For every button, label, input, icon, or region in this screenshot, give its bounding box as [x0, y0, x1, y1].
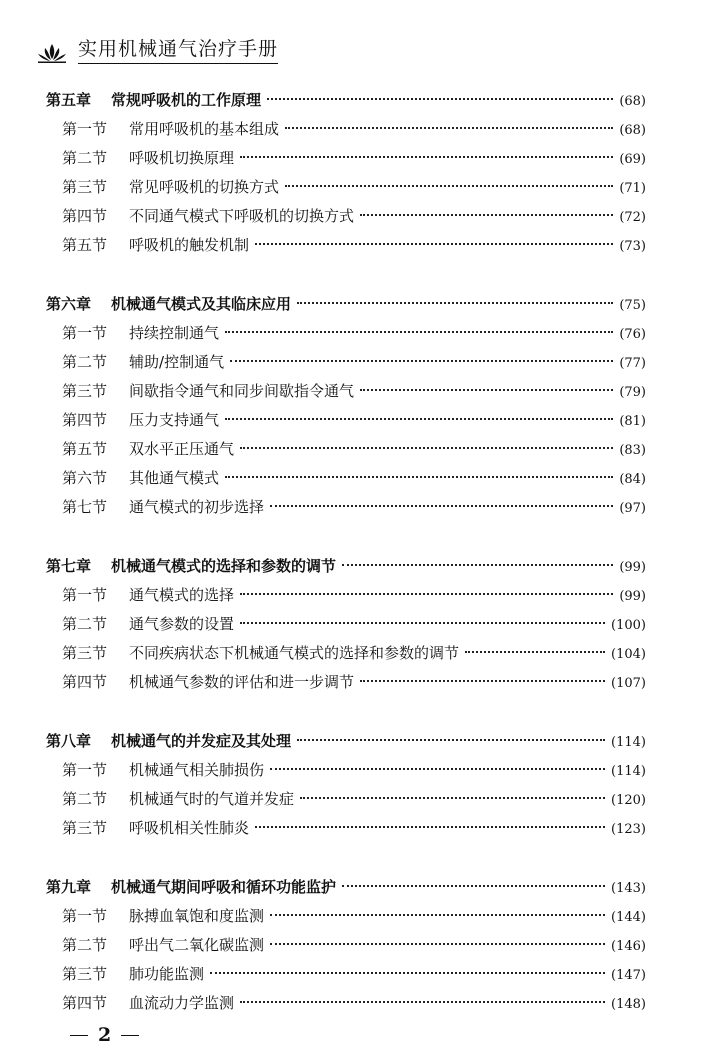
- toc-chapter-entry[interactable]: [46, 552, 646, 581]
- section-title: 呼吸机的触发机制: [129, 236, 250, 254]
- running-header: [36, 28, 278, 64]
- toc-section-entry[interactable]: [46, 785, 646, 814]
- toc-section-entry[interactable]: [46, 610, 646, 639]
- section-number: 第一节: [62, 586, 108, 604]
- toc-section-entry[interactable]: [46, 960, 646, 989]
- page-ref: (76): [619, 327, 646, 342]
- chapter-number: 第九章: [46, 878, 92, 896]
- dot-leader: [300, 797, 605, 799]
- section-title: 肺功能监测: [129, 965, 205, 983]
- chapter-number: 第八章: [46, 732, 92, 750]
- section-number: 第四节: [62, 207, 108, 225]
- section-title: 压力支持通气: [129, 411, 220, 429]
- toc-section-entry[interactable]: [46, 756, 646, 785]
- section-title: 不同通气模式下呼吸机的切换方式: [129, 207, 355, 225]
- section-number: 第二节: [62, 936, 108, 954]
- dot-leader: [210, 972, 605, 974]
- toc-section-entry[interactable]: [46, 202, 646, 231]
- dot-leader: [270, 914, 605, 916]
- section-title: 辅助/控制通气: [129, 353, 225, 371]
- dot-leader: [360, 214, 613, 216]
- toc-section-entry[interactable]: [46, 435, 646, 464]
- dot-leader: [285, 185, 613, 187]
- footer-dash-right: [121, 1035, 139, 1036]
- toc-section-entry[interactable]: [46, 319, 646, 348]
- dot-leader: [360, 389, 613, 391]
- dot-leader: [240, 622, 605, 624]
- toc-chapter-entry[interactable]: [46, 290, 646, 319]
- page-ref: (68): [619, 94, 646, 109]
- section-title: 呼吸机相关性肺炎: [129, 819, 250, 837]
- section-title: 持续控制通气: [129, 324, 220, 342]
- chapter-number: 第六章: [46, 295, 92, 313]
- dot-leader: [285, 127, 613, 129]
- section-title: 机械通气参数的评估和进一步调节: [129, 673, 355, 691]
- dot-leader: [255, 826, 605, 828]
- lotus-icon: [36, 42, 68, 64]
- toc-section-entry[interactable]: [46, 231, 646, 260]
- chapter-number: 第五章: [46, 91, 92, 109]
- dot-leader: [240, 593, 613, 595]
- section-number: 第二节: [62, 615, 108, 633]
- section-number: 第四节: [62, 411, 108, 429]
- toc-chapter-entry[interactable]: [46, 727, 646, 756]
- dot-leader: [240, 1001, 605, 1003]
- section-title: 通气参数的设置: [129, 615, 235, 633]
- page-ref: (83): [619, 443, 646, 458]
- dot-leader: [270, 768, 605, 770]
- dot-leader: [267, 98, 613, 100]
- toc-section-entry[interactable]: [46, 668, 646, 697]
- toc-section-entry[interactable]: [46, 989, 646, 1018]
- toc-section-entry[interactable]: [46, 406, 646, 435]
- page-ref: (148): [611, 997, 646, 1012]
- section-title: 通气模式的初步选择: [129, 498, 265, 516]
- toc-section-entry[interactable]: [46, 144, 646, 173]
- dot-leader: [230, 360, 613, 362]
- page-number: 2: [98, 1024, 112, 1046]
- toc-section-entry[interactable]: [46, 493, 646, 522]
- page-ref: (69): [619, 152, 646, 167]
- page-ref: (97): [619, 501, 646, 516]
- page-ref: (107): [611, 676, 646, 691]
- dot-leader: [240, 156, 613, 158]
- toc-chapter-entry[interactable]: [46, 86, 646, 115]
- toc-section-entry[interactable]: [46, 173, 646, 202]
- section-number: 第四节: [62, 673, 108, 691]
- section-number: 第一节: [62, 907, 108, 925]
- page-ref: (68): [619, 123, 646, 138]
- page-ref: (71): [619, 181, 646, 196]
- section-number: 第一节: [62, 120, 108, 138]
- section-title: 常见呼吸机的切换方式: [129, 178, 280, 196]
- section-title: 机械通气相关肺损伤: [129, 761, 265, 779]
- section-title: 间歇指令通气和同步间歇指令通气: [129, 382, 355, 400]
- section-number: 第三节: [62, 965, 108, 983]
- dot-leader: [270, 505, 613, 507]
- section-title: 血流动力学监测: [129, 994, 235, 1012]
- book-title: 实用机械通气治疗手册: [78, 34, 278, 64]
- section-title: 常用呼吸机的基本组成: [129, 120, 280, 138]
- dot-leader: [360, 680, 605, 682]
- section-number: 第二节: [62, 149, 108, 167]
- page-ref: (100): [611, 618, 646, 633]
- section-number: 第一节: [62, 324, 108, 342]
- section-title: 呼吸机切换原理: [129, 149, 235, 167]
- page-ref: (114): [611, 764, 646, 779]
- page-ref: (81): [619, 414, 646, 429]
- dot-leader: [225, 476, 613, 478]
- chapter-block: [46, 290, 646, 522]
- chapter-title: 机械通气模式及其临床应用: [111, 295, 292, 313]
- dot-leader: [255, 243, 613, 245]
- chapter-block: [46, 873, 646, 1018]
- section-title: 双水平正压通气: [129, 440, 235, 458]
- page-ref: (147): [611, 968, 646, 983]
- toc-section-entry[interactable]: [46, 348, 646, 377]
- toc-chapter-entry[interactable]: [46, 873, 646, 902]
- section-number: 第一节: [62, 761, 108, 779]
- section-number: 第五节: [62, 440, 108, 458]
- section-title: 脉搏血氧饱和度监测: [129, 907, 265, 925]
- page-ref: (143): [611, 881, 646, 896]
- section-number: 第三节: [62, 178, 108, 196]
- dot-leader: [465, 651, 605, 653]
- toc-section-entry[interactable]: [46, 902, 646, 931]
- section-title: 不同疾病状态下机械通气模式的选择和参数的调节: [129, 644, 460, 662]
- chapter-number: 第七章: [46, 557, 92, 575]
- section-title: 通气模式的选择: [129, 586, 235, 604]
- dot-leader: [225, 331, 613, 333]
- chapter-block: [46, 552, 646, 697]
- section-number: 第三节: [62, 819, 108, 837]
- page-ref: (73): [619, 239, 646, 254]
- section-title: 其他通气模式: [129, 469, 220, 487]
- toc-section-entry[interactable]: [46, 464, 646, 493]
- section-title: 机械通气时的气道并发症: [129, 790, 295, 808]
- toc-section-entry[interactable]: [46, 931, 646, 960]
- toc-section-entry[interactable]: [46, 814, 646, 843]
- chapter-title: 机械通气模式的选择和参数的调节: [111, 557, 337, 575]
- toc-section-entry[interactable]: [46, 581, 646, 610]
- page-ref: (99): [619, 589, 646, 604]
- section-number: 第七节: [62, 498, 108, 516]
- chapter-block: [46, 86, 646, 260]
- section-number: 第六节: [62, 469, 108, 487]
- page-ref: (72): [619, 210, 646, 225]
- chapter-block: [46, 727, 646, 843]
- chapter-title: 机械通气期间呼吸和循环功能监护: [111, 878, 337, 896]
- page-ref: (146): [611, 939, 646, 954]
- chapter-title: 机械通气的并发症及其处理: [111, 732, 292, 750]
- section-number: 第三节: [62, 382, 108, 400]
- toc-section-entry[interactable]: [46, 377, 646, 406]
- toc-section-entry[interactable]: [46, 115, 646, 144]
- page-ref: (123): [611, 822, 646, 837]
- section-number: 第五节: [62, 236, 108, 254]
- section-number: 第三节: [62, 644, 108, 662]
- page-ref: (120): [611, 793, 646, 808]
- dot-leader: [270, 943, 605, 945]
- footer-dash-left: [70, 1035, 88, 1036]
- toc-section-entry[interactable]: [46, 639, 646, 668]
- page-footer: [60, 1024, 149, 1046]
- section-number: 第二节: [62, 353, 108, 371]
- page-ref: (75): [619, 298, 646, 313]
- dot-leader: [342, 885, 605, 887]
- dot-leader: [225, 418, 613, 420]
- section-title: 呼出气二氧化碳监测: [129, 936, 265, 954]
- section-number: 第四节: [62, 994, 108, 1012]
- chapter-title: 常规呼吸机的工作原理: [111, 91, 262, 109]
- page-ref: (104): [611, 647, 646, 662]
- dot-leader: [297, 739, 605, 741]
- page-ref: (77): [619, 356, 646, 371]
- page-ref: (99): [619, 560, 646, 575]
- page-ref: (144): [611, 910, 646, 925]
- dot-leader: [297, 302, 613, 304]
- dot-leader: [342, 564, 613, 566]
- table-of-contents: [46, 86, 646, 1048]
- page-ref: (84): [619, 472, 646, 487]
- section-number: 第二节: [62, 790, 108, 808]
- page-ref: (79): [619, 385, 646, 400]
- dot-leader: [240, 447, 613, 449]
- page-ref: (114): [611, 735, 646, 750]
